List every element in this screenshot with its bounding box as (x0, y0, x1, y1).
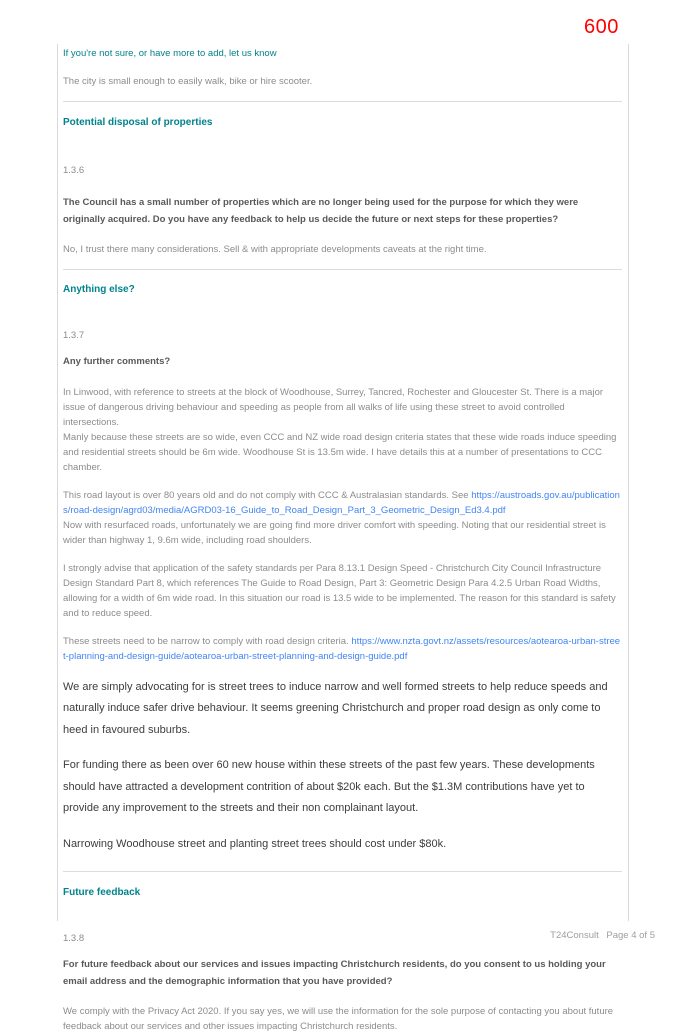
footer-app-name: T24Consult (550, 930, 599, 941)
section-heading-future-feedback: Future feedback (63, 887, 141, 898)
page-footer (545, 930, 655, 941)
answer-137-paragraph-7: Narrowing Woodhouse street and planting street trees should cost under $80k. (63, 837, 447, 850)
answer-137-paragraph-5: We are simply advocating for is street trees to induce narrow and well formed streets to help reduce speeds and naturally induce safer drive behaviour. It seems greening Christchurch and proper road design as only come to heed in favoured suburbs. (63, 680, 608, 736)
section-divider (63, 269, 622, 270)
section-divider (63, 101, 622, 102)
answer-137-p1-part1: In Linwood, with reference to streets at the block of Woodhouse, Surrey, Tancred, Rochester and Gloucester St. There is a major issue of dangerous driving behaviour and speeding as people from all walks of life using these street to avoid controlled intersections. (63, 386, 604, 428)
answer-136: No, I trust there many considerations. Sell & with appropriate developments caveats at the right time. (63, 244, 487, 255)
footer-page-indicator: Page 4 of 5 (606, 930, 655, 941)
answer-137-paragraph-4 (63, 634, 622, 664)
answer-137-p2-text2: Now with resurfaced roads, unfortunately we are going find more driver comfort with speeding. Noting that our residential street is wider than highway 1, 9.6m wide, including road shoulders. (63, 519, 606, 546)
section-divider (63, 871, 622, 872)
question-number-137: 1.3.7 (63, 330, 85, 341)
answer-137-p2-text: This road layout is over 80 years old and do not comply with CCC & Australasian standards. See (63, 489, 469, 501)
section-heading-disposal: Potential disposal of properties (63, 117, 213, 128)
answer-137-p1-part2: Manly because these streets are so wide, even CCC and NZ wide road design criteria states that these wide roads induce speeding and residential streets should be 6m wide. Woodhouse St is 13.5m wide. I have details this at a number of presentations to CCC chamber. (63, 431, 617, 473)
nzta-design-guide-link[interactable]: https://www.nzta.govt.nz/assets/resources/aotearoa-urban-street-planning-and-design-guide/aotearoa-urban-street-planning-and-design-guide.pdf (63, 635, 621, 662)
answer-137-paragraph-6: For funding there as been over 60 new house within these streets of the past few years. These developments should have attracted a development contrition of about $20k each. But the $1.3M contributions have yet to provide any improvement to the streets and their non complainant layout. (63, 759, 595, 814)
followup-label: If you're not sure, or have more to add, let us know (63, 48, 277, 59)
answer-137-paragraph-2 (63, 488, 622, 548)
austroads-guide-link[interactable]: https://austroads.gov.au/publications/road-design/agrd03/media/AGRD03-16_Guide_to_Road_Design_Part_3_Geometric_Design_Ed3.4.pdf (63, 489, 620, 516)
answer-138: We comply with the Privacy Act 2020. If you say yes, we will use the information for the sole purpose of contacting you about future feedback about our services and other issues impacting Christchurch residents. (63, 1006, 614, 1032)
question-number-138: 1.3.8 (63, 933, 85, 944)
answer-137-p4-text: These streets need to be narrow to comply with road design criteria. (63, 635, 349, 647)
question-number-136: 1.3.6 (63, 165, 85, 176)
answer-137-paragraph-3: I strongly advise that application of the safety standards per Para 8.13.1 Design Speed - Christchurch City Council Infrastructure Design Standard Part 8, which references The Guide to Road Design, Part 3: Geometric Design Para 4.2.5 Urban Road Widths, allowing for a width of 6m wide road. In this situation our road is 13.5 wide to be implemented. The reason for this standard is safety and to reduce speed. (63, 562, 616, 619)
submission-number-stamp: 600 (584, 16, 619, 38)
answer-137-paragraph-1 (63, 385, 622, 475)
question-text-136: The Council has a small number of properties which are no longer being used for the purpose for which they were originally acquired. Do you have any feedback to help us decide the future or next steps for these properties? (63, 197, 579, 225)
followup-answer: The city is small enough to easily walk, bike or hire scooter. (63, 76, 313, 87)
question-text-138: For future feedback about our services and issues impacting Christchurch residents, do you consent to us holding your email address and the demographic information that you have provided? (63, 959, 606, 987)
question-text-137: Any further comments? (63, 356, 171, 367)
section-heading-anything-else: Anything else? (63, 284, 135, 295)
